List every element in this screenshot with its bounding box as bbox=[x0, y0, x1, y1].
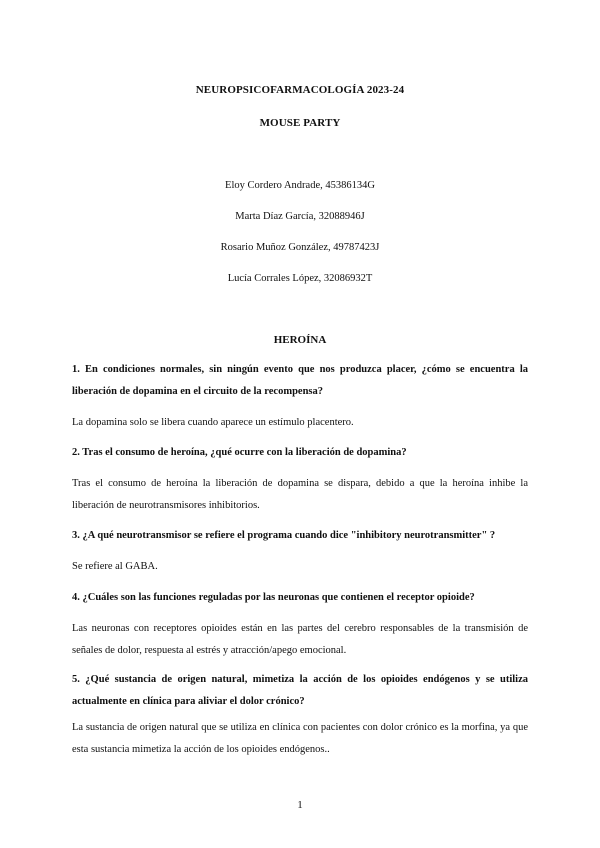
question-5: 5. ¿Qué sustancia de origen natural, mimetiza la acción de los opioides endógenos y se utiliza actualmente en clínica para aliviar el dolor crónico? bbox=[72, 674, 528, 707]
answer-3: Se refiere al GABA. bbox=[72, 561, 158, 572]
question-3: 3. ¿A qué neurotransmisor se refiere el programa cuando dice "inhibitory neurotransmitter" ? bbox=[72, 530, 496, 541]
question-4: 4. ¿Cuáles son las funciones reguladas por las neuronas que contienen el receptor opioide? bbox=[72, 592, 475, 603]
project-title: MOUSE PARTY bbox=[259, 117, 341, 129]
question-2: 2. Tras el consumo de heroína, ¿qué ocurre con la liberación de dopamina? bbox=[72, 447, 407, 458]
author-line: Eloy Cordero Andrade, 45386134G bbox=[225, 180, 375, 191]
page-number: 1 bbox=[297, 799, 303, 811]
section-title: HEROÍNA bbox=[273, 334, 327, 346]
author-line: Lucía Corrales López, 32086932T bbox=[227, 273, 373, 284]
question-1: 1. En condiciones normales, sin ningún evento que nos produzca placer, ¿cómo se encuentra la liberación de dopamina en el circuito de la recompensa? bbox=[72, 364, 528, 397]
answer-4: Las neuronas con receptores opioides están en las partes del cerebro responsables de la transmisión de señales de dolor, respuesta al estrés y atracción/apego emocional. bbox=[72, 623, 528, 656]
author-line: Marta Díaz García, 32088946J bbox=[235, 211, 365, 222]
answer-1: La dopamina solo se libera cuando aparece un estímulo placentero. bbox=[72, 417, 354, 428]
answer-5: La sustancia de origen natural que se utiliza en clínica con pacientes con dolor crónico es la morfina, ya que esta sustancia mimetiza la acción de los opioides endógenos.. bbox=[72, 722, 528, 755]
course-title: NEUROPSICOFARMACOLOGÍA 2023-24 bbox=[195, 84, 405, 96]
answer-2: Tras el consumo de heroína la liberación de dopamina se dispara, debido a que la heroína inhibe la liberación de neurotransmisores inhibitorios. bbox=[72, 478, 528, 511]
author-line: Rosario Muñoz González, 49787423J bbox=[220, 242, 380, 253]
